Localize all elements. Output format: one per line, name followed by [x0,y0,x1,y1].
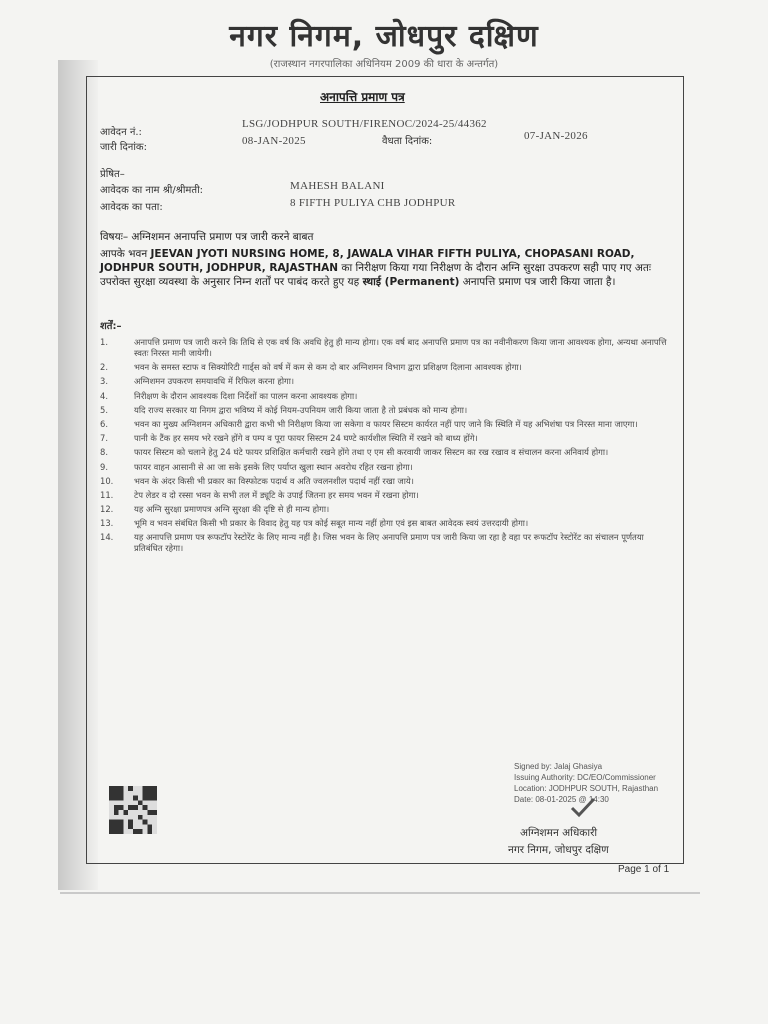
term-text: यह अनापत्ति प्रमाण पत्र रूफटॉप रेस्टोरेंट के लिए मान्य नहीं है। जिस भवन के लिए अनापत्ति प्रमाण पत्र जारी किया जा रहा है वहा पर रूफटॉप रेस्टोरेंट का संचालन पूर्णतया प्रतिबंधित रहेगा। [134,532,644,554]
signature-location: Location: JODHPUR SOUTH, Rajasthan [514,784,659,793]
list-item [100,447,670,458]
validity-date: 07-JAN-2026 [524,130,588,142]
verified-check-icon [570,796,596,818]
validity-label: वैधता दिनांक: [382,136,433,147]
term-text: फायर सिस्टम को चलाने हेतु 24 घंटे फायर प्रशिक्षित कर्मचारी रखने होंगे तथा ए एम सी करवायी जाकर सिस्टम का रख रखाव व संचालन करना अनिवार्य होगा। [134,447,609,458]
term-number: 1. [100,337,108,347]
term-text: निरीक्षण के दौरान आवश्यक दिशा निर्देशों का पालन करना आवश्यक होगा। [134,390,358,401]
term-number: 12. [100,504,114,515]
term-text: टेप लेडर व दो रस्सा भवन के सभी तल में ड्यूटि के उपाई जितना हर समय भवन में रखना होगा। [134,489,419,500]
officer-title: अग्निशमन अधिकारी [520,827,598,839]
applicant-name: MAHESH BALANI [290,180,385,192]
term-number: 10. [100,475,114,486]
body-building: JEEVAN JYOTI NURSING HOME, 8, JAWALA VIHAR FIFTH PULIYA, CHOPASANI ROAD, JODHPUR SOUTH, JODHPUR, RAJASTHAN [100,248,635,274]
list-item [100,391,670,402]
issue-date: 08-JAN-2025 [242,135,306,147]
terms-heading: शर्तें:– [100,321,122,332]
list-item [100,532,670,554]
list-item [100,504,670,515]
list-item [100,490,670,501]
list-item [100,518,670,529]
page-title: नगर निगम, जोधपुर दक्षिण [229,19,539,54]
term-number: 13. [100,518,114,529]
application-no-label: आवेदन नं.: [100,127,142,138]
list-item [100,476,670,487]
page-number: Page 1 of 1 [618,864,670,875]
body-mid: का निरीक्षण किया गया निरीक्षण के दौरान अग्नि सुरक्षा उपकरण सही पाए गए अतः उपरोक्त सुरक्षा व्यवस्था के अनुसार निम्न शर्तों पर पाबंद करते हुए यह [100,262,652,288]
term-number: 4. [100,390,108,401]
issuing-authority: Issuing Authority: DC/EO/Commissioner [514,773,656,782]
list-item [100,419,670,430]
applicant-name-label: आवेदक का नाम श्री/श्रीमती: [100,185,204,196]
term-text: भूमि व भवन संबंधित किसी भी प्रकार के विवाद हेतु यह पत्र कोई सबूत मान्य नहीं होगा एवं इस बाबत आवेदक स्वयं उत्तरदायी होगा। [134,518,529,529]
terms-list [100,337,670,558]
term-number: 14. [100,532,114,543]
term-number: 5. [100,404,108,415]
term-number: 11. [100,489,114,500]
term-number: 8. [100,447,108,458]
term-text: अग्निशमन उपकरण समयावधि में रिफिल करना होगा। [134,376,295,387]
list-item [100,362,670,373]
signed-by: Signed by: Jalaj Ghasiya [514,762,603,771]
issue-date-label: जारी दिनांक: [100,142,147,153]
qr-code-icon [108,786,158,834]
term-text: यह अग्नि सुरक्षा प्रमाणपत्र अग्नि सुरक्षा की दृष्टि से ही मान्य होगा। [134,504,330,515]
subject-line: विषयः– अग्निशमन अनापत्ति प्रमाण पत्र जारी करने बाबत [100,231,314,243]
applicant-address: 8 FIFTH PULIYA CHB JODHPUR [290,197,456,209]
term-text: भवन के समस्त स्टाफ व सिक्योरिटी गार्ड्स को वर्ष में कम से कम दो बार अग्निशमन विभाग द्वारा प्रशिक्षण दिलाना आवश्यक होगा। [134,362,522,373]
body-paragraph [100,247,666,289]
term-text: यदि राज्य सरकार या निगम द्वारा भविष्य में कोई नियम-उपनियम जारी किया जाता है तो प्रबंधक को मान्य होगा। [134,404,468,415]
term-text: अनापत्ति प्रमाण पत्र जारी करने कि तिथि से एक वर्ष कि अवधि हेतु ही मान्य होगा। एक वर्ष बाद अनापत्ति प्रमाण पत्र का नवीनीकरण किया जाना आवश्यक होगा, अन्यथा अनापत्ति स्वतः निरस्त मानी जायेगी। [134,337,667,358]
sheet-edge [60,892,700,894]
officer-org: नगर निगम, जोधपुर दक्षिण [508,844,609,856]
list-item [100,337,670,359]
term-number: 6. [100,418,108,429]
list-item [100,462,670,473]
list-item [100,405,670,416]
signature-date: Date: 08-01-2025 @ 14:30 [514,795,609,804]
term-number: 9. [100,461,108,472]
term-text: भवन के अंदर किसी भी प्रकार का विस्फोटक पदार्थ व अति ज्वलनशील पदार्थ नहीं रखा जाये। [134,475,414,486]
term-number: 3. [100,376,108,387]
applicant-address-label: आवेदक का पता: [100,202,163,213]
list-item [100,433,670,444]
body-prefix: आपके भवन [100,248,148,260]
page-subtitle: (राजस्थान नगरपालिका अधिनियम 2009 की धारा के अन्तर्गत) [269,59,499,70]
body-end: अनापत्ति प्रमाण पत्र जारी किया जाता है। [462,276,616,288]
certificate-title: अनापत्ति प्रमाण पत्र [320,90,405,104]
term-number: 2. [100,362,108,373]
application-no: LSG/JODHPUR SOUTH/FIRENOC/2024-25/44362 [242,118,487,130]
body-permanent: स्थाई (Permanent) [362,276,460,288]
addressed-to: प्रेषित– [100,169,125,180]
term-number: 7. [100,433,108,444]
term-text: भवन का मुख्य अग्निशमन अधिकारी द्वारा कभी भी निरीक्षण किया जा सकेगा व फायर सिस्टम कार्यरत नहीं पाए जाने कि स्थिति में यह अभिशंषा पत्र निरस्त माना जाएगा। [134,418,638,429]
term-text: पानी के टैंक हर समय भरे रखने होंगे व पम्प व पूरा फायर सिस्टम 24 घण्टे कार्यशील स्थिति में रखने को बाध्य होंगे। [134,433,478,444]
term-text: फायर वाहन आसानी से आ जा सके इसके लिए पर्याप्त खुला स्थान अवरोध रहित रखना होगा। [134,461,413,472]
list-item [100,376,670,387]
